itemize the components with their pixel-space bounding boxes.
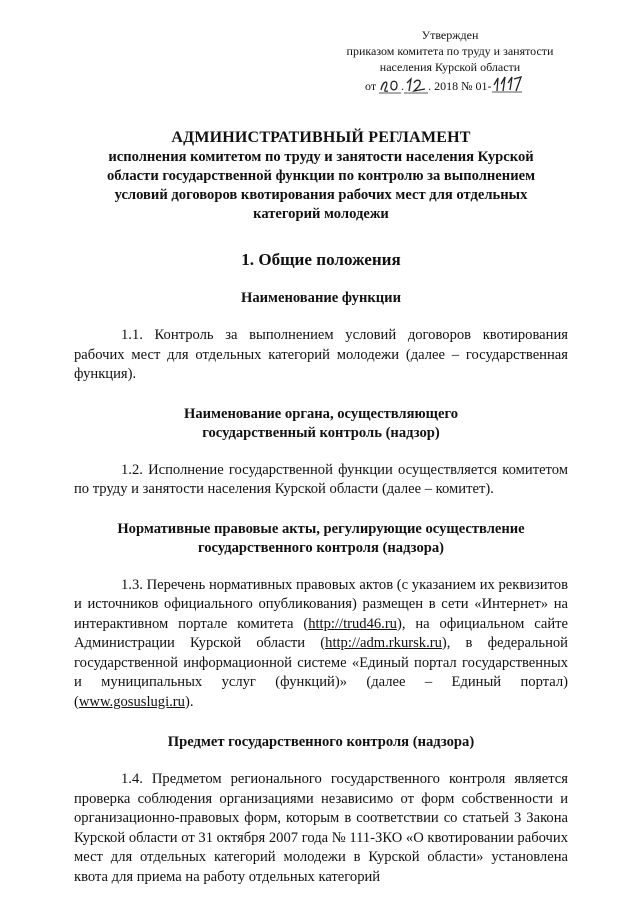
link-trud46[interactable]: http://trud46.ru [308, 615, 397, 632]
section-heading-function-name: Наименование функции [240, 290, 401, 306]
approval-date-line [330, 75, 570, 95]
document-title: АДМИНИСТРАТИВНЫЙ РЕГЛАМЕНТ [171, 129, 471, 146]
handwritten-number [492, 75, 522, 95]
approval-line-2: приказом комитета по труду и занятости [346, 44, 554, 58]
paragraph-1-3 [74, 576, 568, 713]
link-gosuslugi[interactable]: www.gosuslugi.ru [78, 693, 185, 710]
paragraph-1-3-text-d: ). [184, 693, 194, 710]
paragraph-1-3-text-c: ), в федеральной государственной информационной системе «Единый портал государственных и муниципальных услуг (функций)» (далее – Единый портал) ( [74, 635, 568, 710]
date-prefix: от [365, 79, 377, 93]
paragraph-1-3-text-b: ), на официальном сайте Администрации Курской области ( [74, 615, 568, 651]
section-heading-subject: Предмет государственного контроля (надзора) [167, 734, 475, 750]
paragraph-1-3-text-a: 1.3. Перечень нормативных правовых актов (с указанием их реквизитов и источников официального опубликования) размещен в сети «Интернет» на интерактивном портале комитета ( [74, 576, 568, 632]
section-heading-authority: Наименование органа, осуществляющего государственный контроль (надзор) [183, 405, 459, 441]
link-adm-rkursk[interactable]: http://adm.rkursk.ru [325, 635, 442, 651]
document-subtitle: исполнения комитетом по труду и занятости населения Курской области государственной функции по контролю за выполнением условий договоров квотирования рабочих мест для отдельных категорий молодежи [106, 149, 536, 222]
approval-line-3: населения Курской области [379, 60, 521, 74]
approval-block [330, 27, 570, 95]
paragraph-1-4: 1.4. Предметом регионального государственного контроля является проверка соблюдения организациями независимо от форм собственности и организационно-правовых форм, которым в соответствии со статьей 3 Закона Курской области от 31 октября 2007 года № 111-ЗКО «О квотировании рабочих мест для отдельных категорий молодежи в Курской области» установлена квота для приема на работу отдельных категорий [74, 771, 568, 885]
document-body [74, 128, 568, 887]
date-dot: . [401, 79, 405, 93]
section-heading-legal-acts: Нормативные правовые акты, регулирующие осуществление государственного контроля (надзора) [117, 520, 525, 556]
chapter-heading: 1. Общие положения [241, 250, 401, 269]
paragraph-1-2: 1.2. Исполнение государственной функции осуществляется комитетом по труду и занятости населения Курской области (далее – комитет). [74, 461, 568, 497]
date-year-number: . 2018 № 01- [428, 79, 492, 93]
paragraph-1-1: 1.1. Контроль за выполнением условий договоров квотирования рабочих мест для отдельных категорий молодежи (далее – государственная функция). [74, 327, 568, 382]
handwritten-month [404, 77, 428, 95]
handwritten-day [379, 77, 401, 95]
approval-line-1: Утвержден [421, 28, 479, 42]
